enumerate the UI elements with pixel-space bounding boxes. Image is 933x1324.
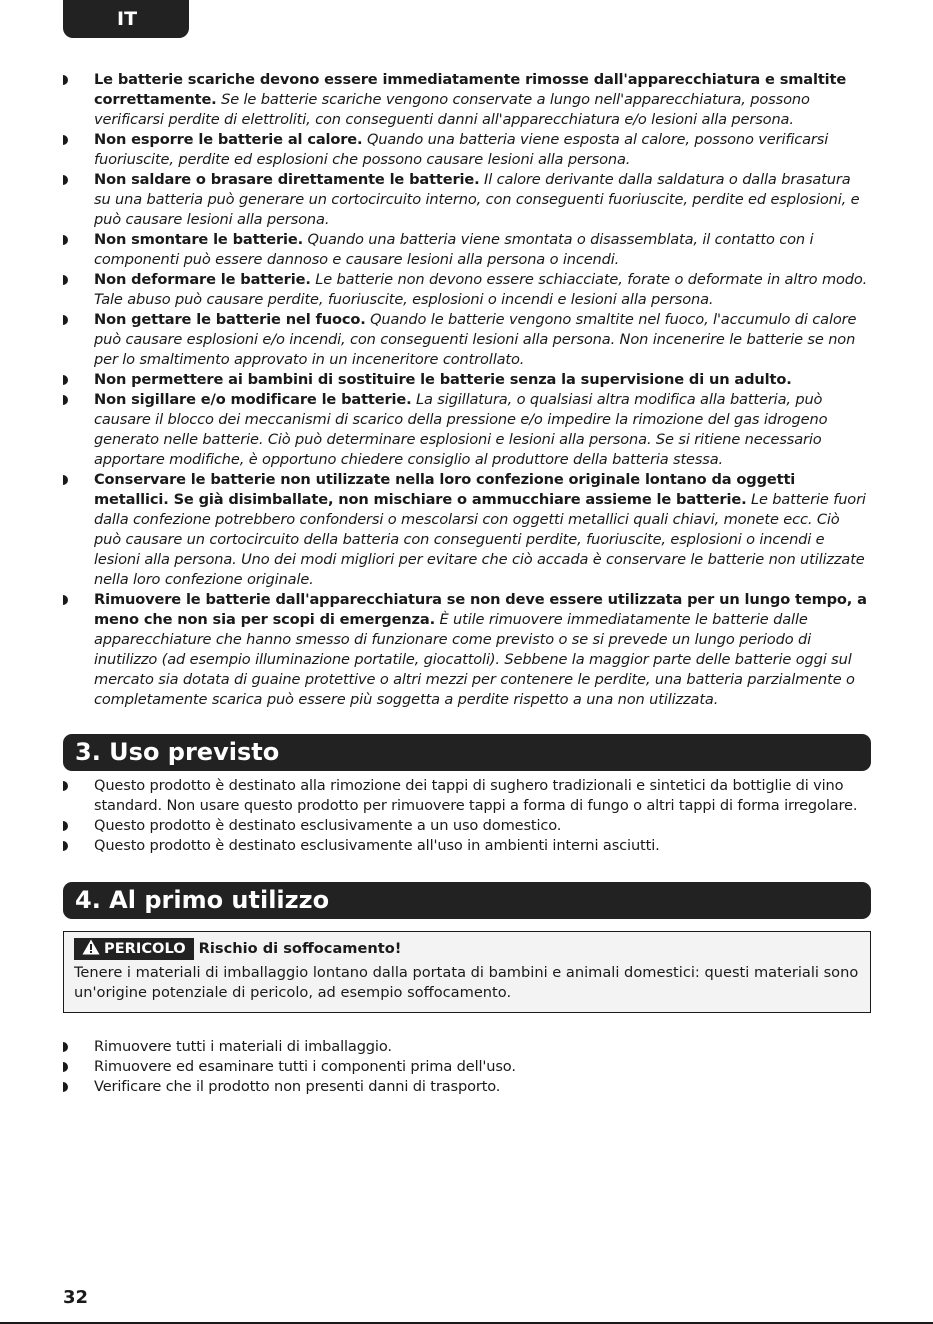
danger-warning-box [63,931,871,1013]
section-heading-uso-previsto: 3. Uso previsto [63,734,871,771]
item-text: Le batterie non devono essere schiacciate, forate o deformate in altro modo. Tale abuso può causare perdite, fuoriuscite, esplosioni o incendi e lesioni alla persona. [94,271,868,308]
list-item [63,470,871,590]
item-text: La sigillatura, o qualsiasi altra modifica alla batteria, può causare il blocco dei meccanismi di scarico della pressione e/o impedire la rimozione del gas idrogeno generato nelle batterie. Ciò può determinare esplosioni e lesioni alla persona. Se si ritiene necessario apportare modifiche, è opportuno chiedere consiglio al produttore della batteria stessa. [94,391,828,468]
list-item [63,310,871,370]
section-heading-primo-utilizzo: 4. Al primo utilizzo [63,882,871,919]
list-item: Questo prodotto è destinato alla rimozione dei tappi di sughero tradizionali e sintetici da bottiglie di vino standard. Non usare questo prodotto per rimuovere tappi a forma di fungo o altri tappi di forma irregolare. [63,776,871,816]
item-bold: Le batterie scariche devono essere immediatamente rimosse dall'apparecchiatura e smaltite correttamente. [94,71,847,108]
item-text: Quando una batteria viene smontata o disassemblata, il contatto con i componenti può essere dannoso e causare lesioni alla persona o incendi. [94,231,814,268]
warning-header [74,938,860,960]
list-item: Rimuovere ed esaminare tutti i componenti prima dell'uso. [63,1057,871,1077]
list-item: Rimuovere tutti i materiali di imballaggio. [63,1037,871,1057]
item-bold: Rimuovere le batterie dall'apparecchiatura se non deve essere utilizzata per un lungo tempo, a meno che non sia per scopi di emergenza. [94,591,867,628]
warning-heading: Rischio di soffocamento! [198,940,402,957]
danger-badge [74,938,194,960]
list-item: Questo prodotto è destinato esclusivamente a un uso domestico. [63,816,871,836]
warning-triangle-icon [82,939,100,955]
page-number: 32 [63,1287,89,1308]
item-bold: Non gettare le batterie nel fuoco. [94,311,366,328]
battery-safety-list [63,70,871,710]
list-item [63,370,871,390]
intended-use-list [63,776,871,856]
page-content [63,70,871,1097]
item-bold: Non esporre le batterie al calore. [94,131,363,148]
item-text: Quando le batterie vengono smaltite nel fuoco, l'accumulo di calore può causare esplosioni e/o incendi, con conseguenti lesioni alla persona. Non incenerire le batterie se non per lo smaltimento approvato in un inceneritore controllato. [94,311,857,368]
list-item [63,590,871,710]
list-item [63,70,871,130]
list-item [63,270,871,310]
list-item [63,130,871,170]
item-bold: Non deformare le batterie. [94,271,311,288]
list-item: Verificare che il prodotto non presenti danni di trasporto. [63,1077,871,1097]
item-bold: Conservare le batterie non utilizzate nella loro confezione originale lontano da oggetti metallici. Se già disimballate, non mischiare o ammucchiare assieme le batterie. [94,471,796,508]
list-item [63,170,871,230]
item-text: Le batterie fuori dalla confezione potrebbero confondersi o mescolarsi con oggetti metallici quali chiavi, monete ecc. Ciò può causare un cortocircuito della batteria con conseguenti perdite, fuoriuscite, esplosioni o incendi e lesioni alla persona. Uno dei modi migliori per evitare che ciò accada è conservare le batterie non utilizzate nella loro confezione originale. [94,491,866,588]
language-tab: IT [63,0,189,38]
item-text: Quando una batteria viene esposta al calore, possono verificarsi fuoriuscite, perdite ed esplosioni che possono causare lesioni alla persona. [94,131,829,168]
danger-badge-label: PERICOLO [104,940,186,957]
item-text: È utile rimuovere immediatamente le batterie dalle apparecchiature che hanno smesso di funzionare come previsto o se si prevede un lungo periodo di inutilizzo (ad esempio illuminazione portatile, giocattoli). Sebbene la maggior parte delle batterie oggi sul mercato sia dotata di guaine protettive o altri mezzi per contenere le perdite, una batteria parzialmente o completamente scarica può essere più soggetta a perdite rispetto a una non utilizzata. [94,611,855,708]
item-text: Se le batterie scariche vengono conservate a lungo nell'apparecchiatura, possono verificarsi perdite di elettroliti, con conseguenti danni all'apparecchiatura e/o lesioni alla persona. [94,91,810,128]
list-item [63,390,871,470]
warning-text: Tenere i materiali di imballaggio lontano dalla portata di bambini e animali domestici: questi materiali sono un'origine potenziale di pericolo, ad esempio soffocamento. [74,964,859,1001]
item-text: Il calore derivante dalla saldatura o dalla brasatura su una batteria può generare un cortocircuito interno, con conseguenti fuoriuscite, perdite ed esplosioni, e può causare lesioni alla persona. [94,171,860,228]
first-use-list [63,1037,871,1097]
list-item: Questo prodotto è destinato esclusivamente all'uso in ambienti interni asciutti. [63,836,871,856]
item-bold: Non saldare o brasare direttamente le batterie. [94,171,480,188]
item-bold: Non permettere ai bambini di sostituire le batterie senza la supervisione di un adulto. [94,371,792,388]
list-item [63,230,871,270]
item-bold: Non smontare le batterie. [94,231,304,248]
item-bold: Non sigillare e/o modificare le batterie. [94,391,412,408]
